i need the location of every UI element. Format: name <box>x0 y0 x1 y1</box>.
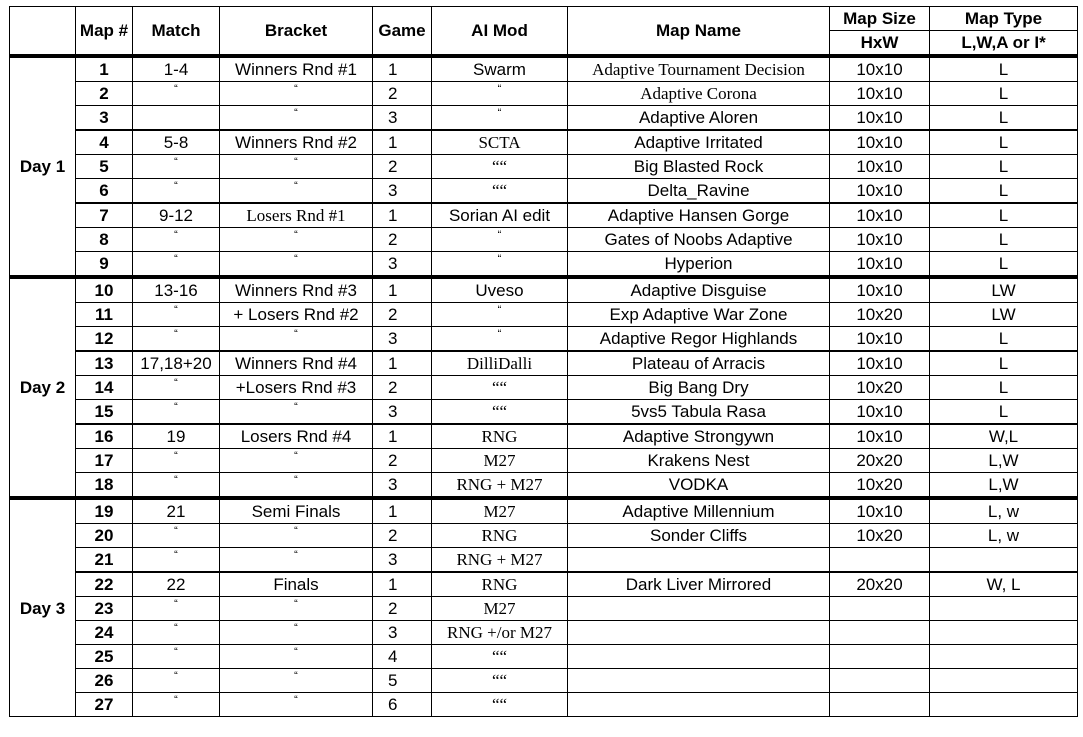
bracket-cell: Winners Rnd #2 <box>220 130 373 155</box>
table-row <box>10 303 1078 327</box>
bracket-cell: Winners Rnd #3 <box>220 277 373 303</box>
day-label: Day 2 <box>10 277 76 498</box>
map-size-cell <box>830 597 930 621</box>
match-cell: “ <box>133 597 220 621</box>
game-cell: 2 <box>373 597 432 621</box>
table-row <box>10 473 1078 499</box>
map-name-cell: 5vs5 Tabula Rasa <box>568 400 830 425</box>
map-number-cell: 27 <box>76 693 133 717</box>
table-row <box>10 400 1078 425</box>
map-number-cell: 11 <box>76 303 133 327</box>
ai-mod-cell: M27 <box>432 597 568 621</box>
ai-mod-cell: “ <box>432 106 568 131</box>
match-cell: “ <box>133 376 220 400</box>
ai-mod-cell: “ <box>432 82 568 106</box>
game-cell: 1 <box>373 203 432 228</box>
ai-mod-cell: RNG <box>432 524 568 548</box>
ai-mod-cell: RNG <box>432 424 568 449</box>
game-cell: 2 <box>373 82 432 106</box>
bracket-cell: Losers Rnd #1 <box>220 203 373 228</box>
map-size-cell: 20x20 <box>830 449 930 473</box>
day-label: Day 3 <box>10 498 76 717</box>
table-row <box>10 548 1078 573</box>
map-number-cell: 7 <box>76 203 133 228</box>
ai-mod-cell: DilliDalli <box>432 351 568 376</box>
match-cell: 1-4 <box>133 56 220 82</box>
game-cell: 2 <box>373 228 432 252</box>
map-size-cell: 10x10 <box>830 277 930 303</box>
map-number-cell: 20 <box>76 524 133 548</box>
bracket-cell: Semi Finals <box>220 498 373 524</box>
map-type-cell: L <box>930 56 1078 82</box>
map-number-cell: 16 <box>76 424 133 449</box>
bracket-cell: “ <box>220 693 373 717</box>
ai-mod-cell: ““ <box>432 669 568 693</box>
map-size-cell: 20x20 <box>830 572 930 597</box>
map-type-cell: L <box>930 179 1078 204</box>
table-row <box>10 327 1078 352</box>
map-number-cell: 25 <box>76 645 133 669</box>
bracket-cell: “ <box>220 179 373 204</box>
bracket-cell: “ <box>220 524 373 548</box>
map-name-cell <box>568 621 830 645</box>
map-size-cell: 10x20 <box>830 524 930 548</box>
bracket-cell: Winners Rnd #4 <box>220 351 373 376</box>
table-row <box>10 277 1078 303</box>
map-number-cell: 4 <box>76 130 133 155</box>
map-type-cell: L <box>930 203 1078 228</box>
map-type-cell <box>930 621 1078 645</box>
match-cell <box>133 106 220 131</box>
game-cell: 3 <box>373 106 432 131</box>
header-map-type: Map Type <box>930 7 1078 31</box>
map-size-cell <box>830 693 930 717</box>
match-cell: “ <box>133 449 220 473</box>
header-map-name: Map Name <box>568 7 830 57</box>
map-size-cell <box>830 621 930 645</box>
table-row <box>10 228 1078 252</box>
map-number-cell: 15 <box>76 400 133 425</box>
game-cell: 2 <box>373 376 432 400</box>
game-cell: 1 <box>373 351 432 376</box>
ai-mod-cell: M27 <box>432 449 568 473</box>
map-name-cell: Krakens Nest <box>568 449 830 473</box>
map-size-cell <box>830 645 930 669</box>
map-size-cell: 10x10 <box>830 82 930 106</box>
map-type-cell <box>930 597 1078 621</box>
map-type-cell: W, L <box>930 572 1078 597</box>
map-size-cell: 10x10 <box>830 155 930 179</box>
match-cell: 21 <box>133 498 220 524</box>
game-cell: 1 <box>373 130 432 155</box>
table-body <box>10 56 1078 717</box>
ai-mod-cell: “ <box>432 228 568 252</box>
match-cell: 13-16 <box>133 277 220 303</box>
map-name-cell: Big Blasted Rock <box>568 155 830 179</box>
tournament-schedule-table <box>9 6 1078 717</box>
game-cell: 1 <box>373 56 432 82</box>
game-cell: 3 <box>373 179 432 204</box>
bracket-cell: “ <box>220 621 373 645</box>
game-cell: 1 <box>373 424 432 449</box>
match-cell: “ <box>133 82 220 106</box>
map-size-cell: 10x10 <box>830 351 930 376</box>
header-map-number: Map # <box>76 7 133 57</box>
map-type-cell <box>930 669 1078 693</box>
bracket-cell: Losers Rnd #4 <box>220 424 373 449</box>
map-size-cell <box>830 548 930 573</box>
map-name-cell: Adaptive Tournament Decision <box>568 56 830 82</box>
ai-mod-cell: RNG + M27 <box>432 473 568 499</box>
map-size-cell <box>830 669 930 693</box>
map-name-cell <box>568 645 830 669</box>
map-name-cell: Gates of Noobs Adaptive <box>568 228 830 252</box>
map-type-cell <box>930 693 1078 717</box>
game-cell: 3 <box>373 621 432 645</box>
bracket-cell: “ <box>220 645 373 669</box>
map-type-cell: LW <box>930 277 1078 303</box>
map-number-cell: 23 <box>76 597 133 621</box>
map-type-cell: L <box>930 351 1078 376</box>
map-number-cell: 3 <box>76 106 133 131</box>
ai-mod-cell: ““ <box>432 179 568 204</box>
map-name-cell: Adaptive Hansen Gorge <box>568 203 830 228</box>
day-label: Day 1 <box>10 56 76 277</box>
map-size-cell: 10x10 <box>830 179 930 204</box>
match-cell: 19 <box>133 424 220 449</box>
match-cell: 22 <box>133 572 220 597</box>
map-number-cell: 13 <box>76 351 133 376</box>
game-cell: 3 <box>373 548 432 573</box>
table-row <box>10 106 1078 131</box>
map-size-cell: 10x10 <box>830 203 930 228</box>
match-cell: “ <box>133 621 220 645</box>
header-ai-mod: AI Mod <box>432 7 568 57</box>
header-game: Game <box>373 7 432 57</box>
game-cell: 3 <box>373 473 432 499</box>
bracket-cell: “ <box>220 548 373 573</box>
map-size-cell: 10x10 <box>830 106 930 131</box>
map-number-cell: 10 <box>76 277 133 303</box>
ai-mod-cell: Sorian AI edit <box>432 203 568 228</box>
map-type-cell: L,W <box>930 449 1078 473</box>
map-number-cell: 12 <box>76 327 133 352</box>
map-name-cell: Adaptive Corona <box>568 82 830 106</box>
table-row <box>10 572 1078 597</box>
map-number-cell: 22 <box>76 572 133 597</box>
map-number-cell: 26 <box>76 669 133 693</box>
match-cell: “ <box>133 303 220 327</box>
map-number-cell: 21 <box>76 548 133 573</box>
bracket-cell: “ <box>220 669 373 693</box>
map-size-cell: 10x10 <box>830 424 930 449</box>
table-row <box>10 693 1078 717</box>
bracket-cell: +Losers Rnd #3 <box>220 376 373 400</box>
map-type-cell <box>930 645 1078 669</box>
game-cell: 4 <box>373 645 432 669</box>
map-type-cell: L <box>930 106 1078 131</box>
map-name-cell: Adaptive Strongywn <box>568 424 830 449</box>
table-row <box>10 56 1078 82</box>
map-type-cell: L <box>930 376 1078 400</box>
ai-mod-cell: SCTA <box>432 130 568 155</box>
map-type-cell <box>930 548 1078 573</box>
bracket-cell: “ <box>220 82 373 106</box>
ai-mod-cell: RNG <box>432 572 568 597</box>
header-bracket: Bracket <box>220 7 373 57</box>
ai-mod-cell: RNG + M27 <box>432 548 568 573</box>
map-type-cell: LW <box>930 303 1078 327</box>
map-name-cell: Delta_Ravine <box>568 179 830 204</box>
map-number-cell: 8 <box>76 228 133 252</box>
match-cell: “ <box>133 524 220 548</box>
ai-mod-cell: ““ <box>432 693 568 717</box>
map-type-cell: L, w <box>930 524 1078 548</box>
table-row <box>10 669 1078 693</box>
table-row <box>10 449 1078 473</box>
game-cell: 2 <box>373 449 432 473</box>
map-number-cell: 19 <box>76 498 133 524</box>
match-cell: 17,18+20 <box>133 351 220 376</box>
bracket-cell: Finals <box>220 572 373 597</box>
game-cell: 1 <box>373 572 432 597</box>
map-name-cell <box>568 669 830 693</box>
ai-mod-cell: “ <box>432 252 568 278</box>
bracket-cell: “ <box>220 228 373 252</box>
map-number-cell: 24 <box>76 621 133 645</box>
table-row <box>10 498 1078 524</box>
header-day <box>10 7 76 57</box>
ai-mod-cell: ““ <box>432 400 568 425</box>
map-name-cell: Adaptive Regor Highlands <box>568 327 830 352</box>
game-cell: 3 <box>373 400 432 425</box>
map-number-cell: 1 <box>76 56 133 82</box>
map-size-cell: 10x20 <box>830 473 930 499</box>
map-size-cell: 10x10 <box>830 400 930 425</box>
map-type-cell: L <box>930 327 1078 352</box>
match-cell: “ <box>133 400 220 425</box>
map-name-cell: Adaptive Disguise <box>568 277 830 303</box>
match-cell: “ <box>133 645 220 669</box>
ai-mod-cell: ““ <box>432 376 568 400</box>
map-name-cell <box>568 597 830 621</box>
map-number-cell: 6 <box>76 179 133 204</box>
bracket-cell: “ <box>220 400 373 425</box>
table-row <box>10 130 1078 155</box>
map-number-cell: 5 <box>76 155 133 179</box>
map-type-cell: L <box>930 82 1078 106</box>
map-name-cell: Adaptive Irritated <box>568 130 830 155</box>
map-name-cell <box>568 548 830 573</box>
game-cell: 2 <box>373 155 432 179</box>
table-row <box>10 621 1078 645</box>
map-size-cell: 10x20 <box>830 303 930 327</box>
map-size-cell: 10x10 <box>830 130 930 155</box>
map-name-cell: Hyperion <box>568 252 830 278</box>
bracket-cell: “ <box>220 106 373 131</box>
map-name-cell <box>568 693 830 717</box>
match-cell: 5-8 <box>133 130 220 155</box>
ai-mod-cell: “ <box>432 327 568 352</box>
game-cell: 6 <box>373 693 432 717</box>
map-name-cell: Sonder Cliffs <box>568 524 830 548</box>
map-size-cell: 10x10 <box>830 327 930 352</box>
ai-mod-cell: ““ <box>432 645 568 669</box>
bracket-cell: “ <box>220 597 373 621</box>
map-type-cell: W,L <box>930 424 1078 449</box>
map-name-cell: Exp Adaptive War Zone <box>568 303 830 327</box>
map-type-cell: L <box>930 252 1078 278</box>
ai-mod-cell: M27 <box>432 498 568 524</box>
header-map-type-sub: L,W,A or I* <box>930 31 1078 57</box>
ai-mod-cell: ““ <box>432 155 568 179</box>
match-cell: “ <box>133 179 220 204</box>
map-number-cell: 2 <box>76 82 133 106</box>
map-number-cell: 18 <box>76 473 133 499</box>
table-row <box>10 155 1078 179</box>
game-cell: 1 <box>373 277 432 303</box>
map-size-cell: 10x10 <box>830 498 930 524</box>
table-row <box>10 597 1078 621</box>
map-type-cell: L <box>930 228 1078 252</box>
match-cell: “ <box>133 473 220 499</box>
table-row <box>10 203 1078 228</box>
header-match: Match <box>133 7 220 57</box>
match-cell: “ <box>133 155 220 179</box>
ai-mod-cell: Uveso <box>432 277 568 303</box>
map-name-cell: Adaptive Millennium <box>568 498 830 524</box>
match-cell: “ <box>133 228 220 252</box>
match-cell: “ <box>133 693 220 717</box>
game-cell: 3 <box>373 252 432 278</box>
game-cell: 5 <box>373 669 432 693</box>
map-number-cell: 14 <box>76 376 133 400</box>
map-number-cell: 17 <box>76 449 133 473</box>
ai-mod-cell: “ <box>432 303 568 327</box>
table-row <box>10 376 1078 400</box>
match-cell: “ <box>133 669 220 693</box>
bracket-cell: + Losers Rnd #2 <box>220 303 373 327</box>
bracket-cell: “ <box>220 449 373 473</box>
ai-mod-cell: RNG +/or M27 <box>432 621 568 645</box>
match-cell: 9-12 <box>133 203 220 228</box>
map-size-cell: 10x10 <box>830 228 930 252</box>
map-name-cell: Adaptive Aloren <box>568 106 830 131</box>
map-name-cell: Plateau of Arracis <box>568 351 830 376</box>
table-row <box>10 179 1078 204</box>
table-row <box>10 351 1078 376</box>
map-name-cell: Big Bang Dry <box>568 376 830 400</box>
map-size-cell: 10x20 <box>830 376 930 400</box>
table-row <box>10 82 1078 106</box>
match-cell: “ <box>133 327 220 352</box>
table-row <box>10 424 1078 449</box>
map-type-cell: L <box>930 155 1078 179</box>
map-size-cell: 10x10 <box>830 252 930 278</box>
table-row <box>10 645 1078 669</box>
map-number-cell: 9 <box>76 252 133 278</box>
map-type-cell: L <box>930 400 1078 425</box>
game-cell: 3 <box>373 327 432 352</box>
bracket-cell: “ <box>220 252 373 278</box>
match-cell: “ <box>133 252 220 278</box>
table-row <box>10 524 1078 548</box>
ai-mod-cell: Swarm <box>432 56 568 82</box>
match-cell: “ <box>133 548 220 573</box>
game-cell: 2 <box>373 303 432 327</box>
map-type-cell: L <box>930 130 1078 155</box>
header-map-size-sub: HxW <box>830 31 930 57</box>
map-name-cell: Dark Liver Mirrored <box>568 572 830 597</box>
map-size-cell: 10x10 <box>830 56 930 82</box>
bracket-cell: “ <box>220 327 373 352</box>
bracket-cell: “ <box>220 155 373 179</box>
map-type-cell: L, w <box>930 498 1078 524</box>
game-cell: 2 <box>373 524 432 548</box>
map-type-cell: L,W <box>930 473 1078 499</box>
bracket-cell: Winners Rnd #1 <box>220 56 373 82</box>
table-row <box>10 252 1078 278</box>
game-cell: 1 <box>373 498 432 524</box>
header-map-size: Map Size <box>830 7 930 31</box>
bracket-cell: “ <box>220 473 373 499</box>
map-name-cell: VODKA <box>568 473 830 499</box>
